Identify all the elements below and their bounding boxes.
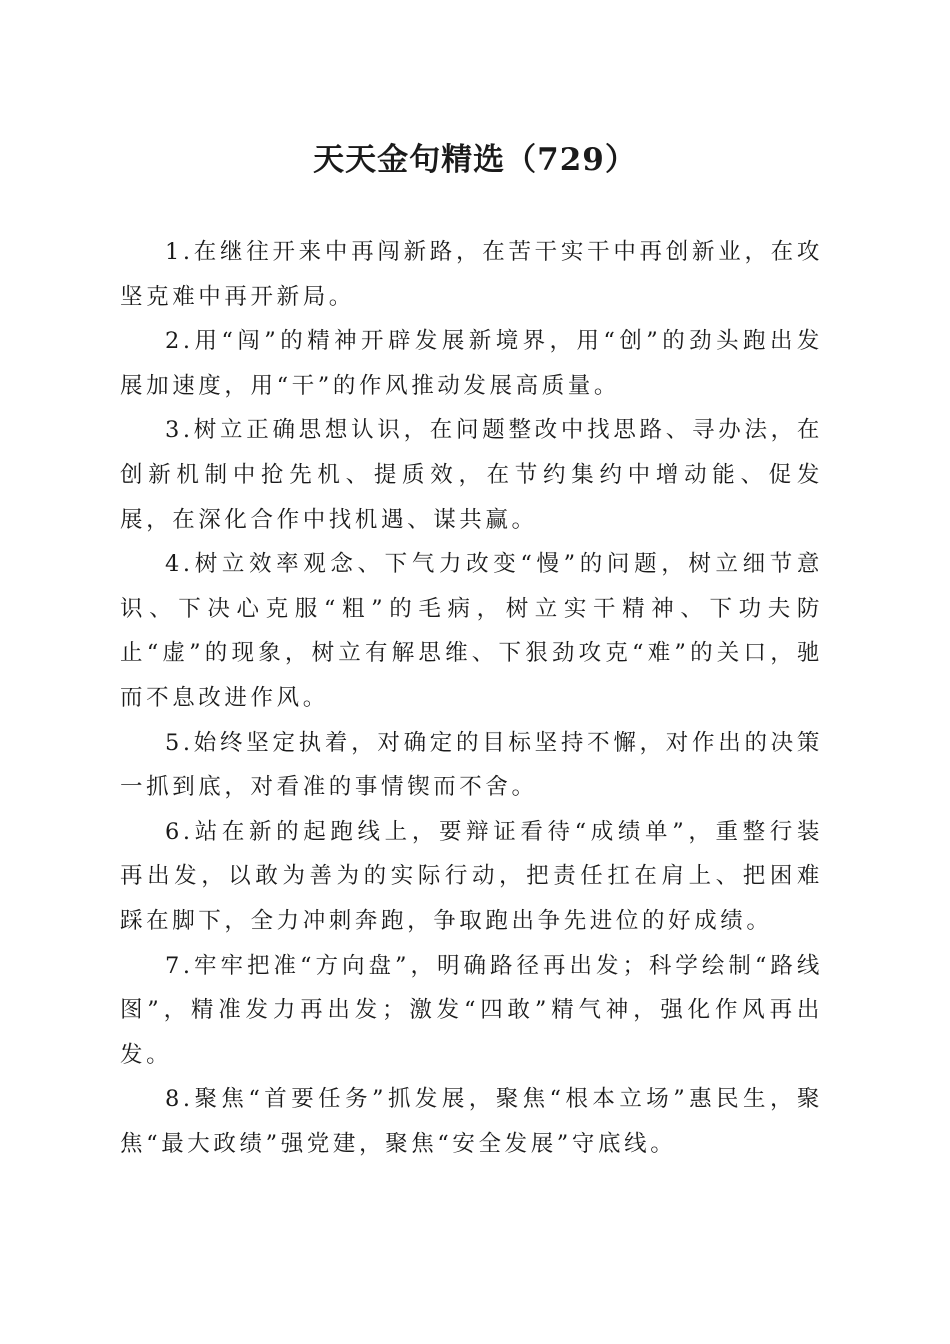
paragraph-7: 7.牢牢把准“方向盘”，明确路径再出发；科学绘制“路线图”，精准发力再出发；激发“四敢”精气神，强化作风再出发。 <box>120 952 823 1068</box>
paragraph-2: 2.用“闯”的精神开辟发展新境界，用“创”的劲头跑出发展加速度，用“干”的作风推动发展高质量。 <box>120 328 823 399</box>
paragraph-4: 4.树立效率观念、下气力改变“慢”的问题，树立细节意识、下决心克服“粗”的毛病，树立实干精神、下功夫防止“虚”的现象，树立有解思维、下狠劲攻克“难”的关口，驰而不息改进作风。 <box>120 551 823 711</box>
paragraph-3: 3.树立正确思想认识，在问题整改中找思路、寻办法，在创新机制中抢先机、提质效，在节约集约中增动能、促发展，在深化合作中找机遇、谋共赢。 <box>120 417 823 533</box>
paragraph-6: 6.站在新的起跑线上，要辩证看待“成绩单”，重整行装再出发，以敢为善为的实际行动，把责任扛在肩上、把困难踩在脚下，全力冲刺奔跑，争取跑出争先进位的好成绩。 <box>120 818 823 934</box>
document-title: 天天金句精选（729） <box>313 142 637 178</box>
paragraph-8: 8.聚焦“首要任务”抓发展，聚焦“根本立场”惠民生，聚焦“最大政绩”强党建，聚焦“安全发展”守底线。 <box>120 1086 823 1157</box>
paragraph-5: 5.始终坚定执着，对确定的目标坚持不懈，对作出的决策一抓到底，对看准的事情锲而不舍。 <box>120 729 823 801</box>
document-body <box>120 230 823 1166</box>
paragraph-1: 1.在继往开来中再闯新路，在苦干实干中再创新业，在攻坚克难中再开新局。 <box>120 239 823 310</box>
